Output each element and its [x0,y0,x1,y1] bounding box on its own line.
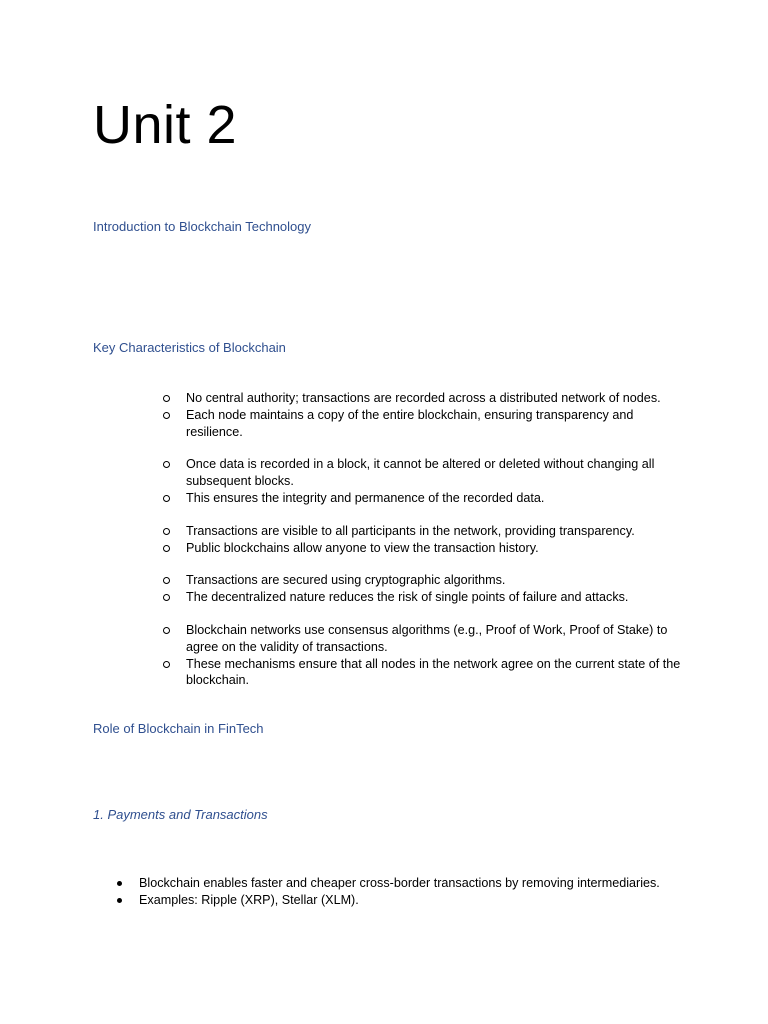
list-item [186,490,686,507]
circle-bullet-icon [163,395,170,402]
circle-bullet-icon [163,528,170,535]
circle-bullet-icon [163,495,170,502]
page-title: Unit 2 [93,95,238,155]
heading-key-characteristics: Key Characteristics of Blockchain [93,340,286,355]
list-item-text: These mechanisms ensure that all nodes in the network agree on the current state of the blockchain. [186,656,681,688]
list-item [186,622,686,656]
characteristics-list [186,390,686,689]
list-item [186,540,686,557]
list-item-text: Blockchain enables faster and cheaper cross-border transactions by removing intermediaries. [139,876,660,890]
list-item [186,523,686,540]
list-item [186,456,686,490]
list-item [186,589,686,606]
list-item [186,656,686,690]
heading-role: Role of Blockchain in FinTech [93,721,264,736]
heading-payments: 1. Payments and Transactions [93,807,268,822]
list-item-text: Transactions are visible to all participants in the network, providing transparency. [186,523,635,538]
circle-bullet-icon [163,545,170,552]
disc-bullet-icon [117,898,122,903]
list-item-text: Examples: Ripple (XRP), Stellar (XLM). [139,892,359,907]
circle-bullet-icon [163,594,170,601]
list-item [186,572,686,589]
list-item-text: No central authority; transactions are recorded across a distributed network of nodes. [186,391,661,405]
list-item-text: Public blockchains allow anyone to view the transaction history. [186,540,539,555]
list-item-text: This ensures the integrity and permanence of the recorded data. [186,490,545,505]
circle-bullet-icon [163,627,170,634]
disc-bullet-icon [117,881,122,886]
payments-list [139,875,699,909]
list-item-text: Once data is recorded in a block, it cannot be altered or deleted without changing all subsequent blocks. [186,457,655,489]
list-item-text: Each node maintains a copy of the entire blockchain, ensuring transparency and resilience. [186,407,634,439]
list-item-text: Blockchain networks use consensus algorithms (e.g., Proof of Work, Proof of Stake) to agree on the validity of transactions. [186,622,668,654]
circle-bullet-icon [163,461,170,468]
circle-bullet-icon [163,577,170,584]
circle-bullet-icon [163,412,170,419]
list-item-text: The decentralized nature reduces the risk of single points of failure and attacks. [186,590,629,605]
heading-intro: Introduction to Blockchain Technology [93,219,312,234]
list-item [186,407,686,441]
list-item-text: Transactions are secured using cryptographic algorithms. [186,573,506,588]
circle-bullet-icon [163,661,170,668]
list-item [139,892,699,909]
list-item [186,390,686,407]
list-item [139,875,699,892]
